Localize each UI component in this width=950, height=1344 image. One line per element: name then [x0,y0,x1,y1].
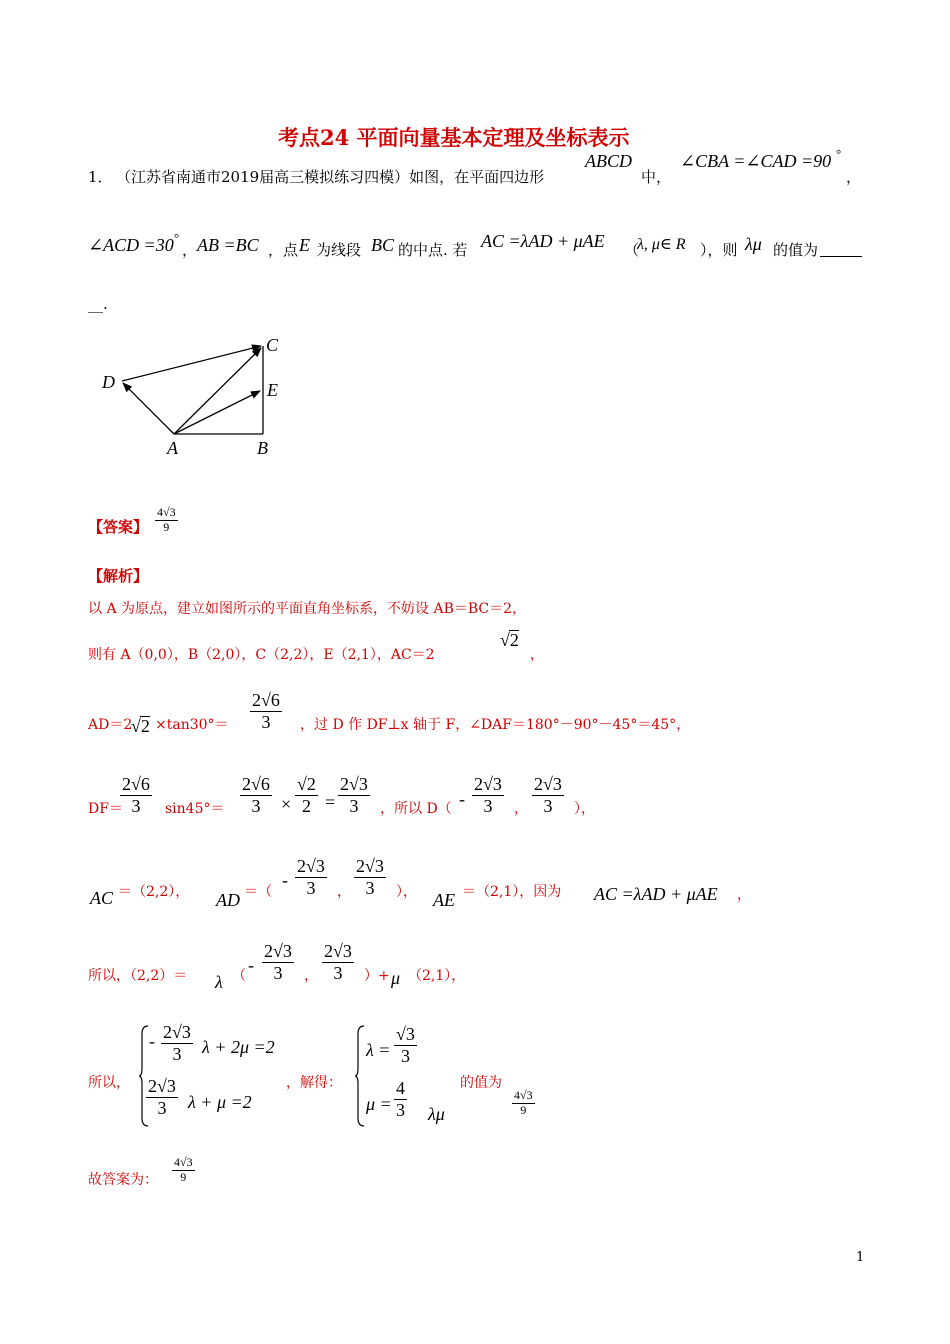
answer-numerator: 4√3 [157,505,176,519]
analysis-line-6a: 所以，（2,2）＝ [88,968,188,984]
answer-fraction [155,506,178,535]
label-b: B [257,438,268,458]
vector-ae-label: AE [433,890,455,910]
answer-denominator: 9 [163,519,170,534]
product-lambda-mu: λμ [745,234,762,254]
equation-1: λ + 2μ =2 [202,1037,275,1057]
vector-ae [174,391,260,434]
final-answer-fraction: $\frac{4√3}{9}$ [174,1155,193,1184]
paren-open: （ [624,241,640,259]
lambda-symbol: λ [215,972,223,992]
angle-condition-2: ∠ACD =30 [88,235,174,255]
analysis-line-4d: ， [514,801,528,817]
minus-sign: - [248,955,254,975]
analysis-line-2-end: ， [530,647,544,663]
text-then: ），则 [700,241,738,259]
product-lambda-mu: λμ [428,1104,445,1124]
frac-2sqrt3-3: $\frac{2√3}{3}$ [264,941,292,983]
analysis-line-7a: 所以， [88,1075,130,1091]
vector-ac [174,348,261,434]
analysis-line-4a: DF＝ [88,801,123,817]
analysis-line-5-end: ， [737,887,751,903]
frac-2sqrt3-3: $\frac{2√3}{3}$ [148,1076,176,1118]
equal-sides: AB =BC [197,235,259,255]
vector-ad-label: AD [216,890,240,910]
analysis-line-4c: ，所以 D（ [380,801,452,817]
text-value: 的值为 [773,241,819,259]
minus-sign: - [459,789,465,809]
analysis-line-7b: ，解得： [286,1075,342,1091]
equation-2: λ + μ =2 [188,1092,252,1112]
minus-sign: - [282,870,288,890]
analysis-line-2: 则有 A（0,0），B（2,0），C（2,2），E（2,1），AC＝2 [88,647,435,663]
page-title: 考点24 平面向量基本定理及坐标表示 [278,125,630,150]
analysis-line-3c: ，过 D 作 DF⊥x 轴于 F，∠DAF＝180°－90°－45°＝45°， [300,717,691,733]
analysis-line-4e: ）， [574,801,595,817]
analysis-line-1: 以 A 为原点，建立如图所示的平面直角坐标系，不妨设 AB＝BC＝2， [88,601,527,617]
frac-2sqrt3-3: $\frac{2√3}{3}$ [474,774,502,816]
frac-2sqrt3-3: $\frac{2√3}{3}$ [163,1022,191,1064]
sqrt-2: √2 [131,716,150,736]
label-a: A [167,438,178,458]
minus-sign: - [149,1031,155,1051]
label-c: C [266,335,279,355]
frac-4sqrt3-9: $\frac{4√3}{9}$ [514,1088,533,1117]
problem-source: （江苏省南通市2019届高三模拟练习四模）如图，在平面四边形 [116,168,545,186]
page-number: 1 [856,1250,865,1265]
frac-sqrt3-3: $\frac{√3}{3}$ [396,1024,415,1066]
point-e: E [299,235,310,255]
text-zhong: 中， [641,168,672,186]
left-brace [354,1024,366,1128]
text-dian: ，点 [268,241,299,259]
analysis-line-6e: （2,1）， [408,968,466,984]
frac-2sqrt6-3: $\frac{2√6}{3}$ [252,690,280,732]
solution-lambda: λ = [366,1040,391,1060]
answer-blank [820,256,862,257]
condition-real: λ, μ∈ R [637,236,686,253]
label-e: E [267,380,278,400]
segment-dc [122,346,261,381]
degree-mark: ° [836,146,842,161]
problem-number: 1． [88,168,113,186]
analysis-tag: 【解析】 [88,567,149,585]
solution-mu: μ = [366,1094,392,1114]
frac-4-3: $\frac{4}{3}$ [396,1078,405,1120]
label-d: D [102,372,115,392]
analysis-line-5d: ）， [396,884,417,900]
analysis-line-6b: （ [232,968,246,984]
degree-mark: ° [174,230,180,245]
answer-blank-end: __. [88,295,108,313]
vector-equation: AC =λAD + μAE [594,884,718,904]
frac-2sqrt3-3: $\frac{2√3}{3}$ [340,774,368,816]
analysis-line-4b: sin45°＝ [165,801,225,817]
analysis-line-5e: ＝（2,1），因为 [462,884,562,900]
equals-sign: = [325,792,336,812]
analysis-line-6d: ）+ [364,968,390,984]
mu-symbol: μ [391,968,401,988]
answer-tag: 【答案】 [88,518,149,536]
analysis-line-5c: ， [337,884,351,900]
separator: ， [182,241,198,259]
frac-2sqrt3-3: $\frac{2√3}{3}$ [297,856,325,898]
text-midpoint: 的中点. 若 [398,241,468,259]
quad-name: ABCD [585,151,632,171]
frac-2sqrt6-3: $\frac{2√6}{3}$ [242,774,270,816]
times-sign: × [281,794,292,814]
analysis-line-6c: ， [304,968,318,984]
frac-2sqrt6-3: $\frac{2√6}{3}$ [122,774,150,816]
text-segment: 为线段 [316,241,362,259]
frac-2sqrt3-3: $\frac{2√3}{3}$ [534,774,562,816]
frac-2sqrt3-3: $\frac{2√3}{3}$ [356,856,384,898]
segment-bc: BC [371,235,395,255]
frac-2sqrt3-3: $\frac{2√3}{3}$ [324,941,352,983]
sqrt-2: √2 [500,630,519,650]
analysis-line-5b: ＝（ [244,884,272,900]
vector-equation: AC =λAD + μAE [481,231,605,251]
analysis-line-5a: ＝（2,2）， [118,884,190,900]
vector-ad [123,383,174,434]
angle-condition-1: ∠CBA =∠CAD =90 [680,151,832,171]
frac-sqrt2-2: $\frac{√2}{2}$ [297,774,316,816]
analysis-line-3a: AD＝2 [88,717,133,733]
vector-ac-label: AC [90,888,114,908]
analysis-line-3b: ×tan30°＝ [155,717,229,733]
comma: ， [846,168,862,186]
final-answer-label: 故答案为： [88,1172,158,1188]
analysis-line-7c: 的值为 [460,1075,502,1091]
